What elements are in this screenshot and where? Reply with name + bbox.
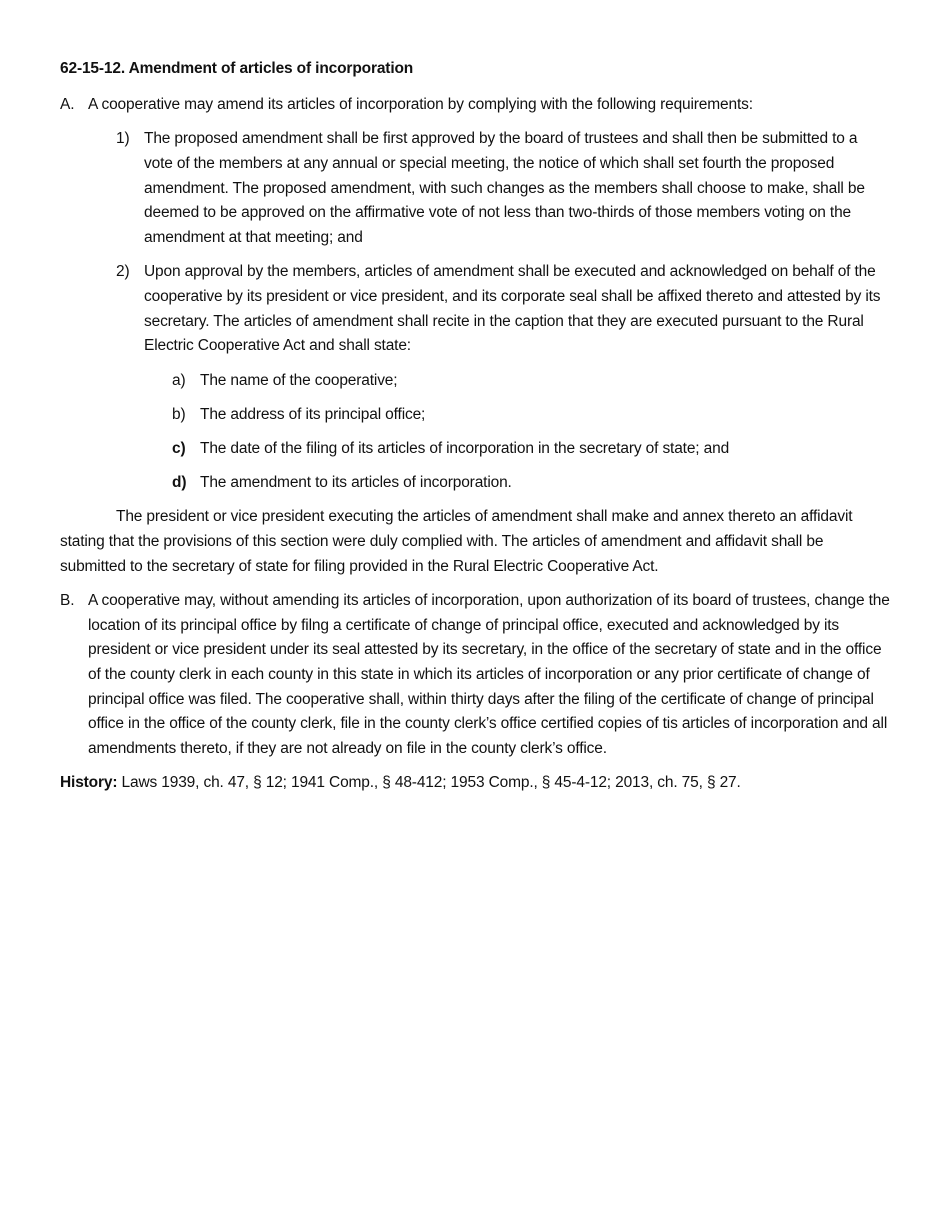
subsection-b-marker: B.	[60, 591, 75, 609]
paragraph-2-marker: 2)	[116, 263, 130, 281]
section-title: 62-15-12. Amendment of articles of incorporation	[60, 60, 414, 77]
paragraph-1	[116, 127, 890, 251]
paragraph-2	[116, 260, 890, 359]
subsection-b-text: A cooperative may, without amending its articles of incorporation, upon authorization of its board of trustees, change the location of its principal office by filng a certificate of change of principal office, executed and acknowledged by its president or vice president under its seal attested by its secretary, in the office of the secretary of state and in the office of the county clerk in each county in this state in which its articles of incorporation or any prior certificate of change of principal office was filed. The cooperative shall, within thirty days after the filing of the certificate of change of principal office in the office of the county clerk, file in the county clerk’s office certified copies of tis articles of incorporation and all amendments thereto, if they are not already on file in the county clerk’s office.	[88, 591, 890, 758]
subsection-a-closing: The president or vice president executing the articles of amendment shall make and annex thereto an affidavit stating that the provisions of this section were duly complied with. The articles of amendment and affidavit shall be submitted to the secretary of state for filing provided in the Rural Electric Cooperative Act.	[60, 508, 853, 575]
subparagraph-d	[172, 471, 890, 496]
subparagraph-c-text: The date of the filing of its articles of incorporation in the secretary of state; and	[200, 439, 730, 457]
subparagraph-b	[172, 403, 890, 428]
subsection-a-marker: A.	[60, 96, 75, 113]
subparagraph-d-marker: d)	[172, 474, 187, 492]
history-line	[60, 771, 890, 796]
subparagraph-a-marker: a)	[172, 371, 186, 389]
subparagraph-b-marker: b)	[172, 405, 186, 423]
statute-page	[60, 58, 890, 796]
history-text: Laws 1939, ch. 47, § 12; 1941 Comp., § 48-412; 1953 Comp., § 45-4-12; 2013, ch. 75, § 27.	[117, 774, 741, 792]
subparagraph-a	[172, 369, 890, 394]
subparagraph-b-text: The address of its principal office;	[200, 405, 426, 423]
paragraph-1-marker: 1)	[116, 130, 130, 148]
subsection-a	[60, 93, 890, 118]
paragraph-2-text: Upon approval by the members, articles of amendment shall be executed and acknowledged on behalf of the cooperative by its president or vice president, and its corporate seal shall be affixed thereto and attested by its secretary. The articles of amendment shall recite in the caption that they are executed pursuant to the Rural Electric Cooperative Act and shall state:	[144, 263, 881, 355]
history-label: History:	[60, 774, 118, 792]
subsection-b	[60, 589, 890, 762]
subparagraph-c-marker: c)	[172, 439, 186, 457]
subsection-a-text: A cooperative may amend its articles of incorporation by complying with the following requirements:	[88, 96, 753, 113]
paragraph-1-text: The proposed amendment shall be first approved by the board of trustees and shall then be submitted to a vote of the members at any annual or special meeting, the notice of which shall set fourth the proposed amendment. The proposed amendment, with such changes as the members shall choose to make, shall be deemed to be approved on the affirmative vote of not less than two-thirds of those members voting on the amendment at that meeting; and	[144, 130, 865, 247]
subparagraph-d-text: The amendment to its articles of incorporation.	[200, 474, 512, 492]
subparagraph-c	[172, 437, 890, 462]
subparagraph-a-text: The name of the cooperative;	[200, 371, 398, 389]
